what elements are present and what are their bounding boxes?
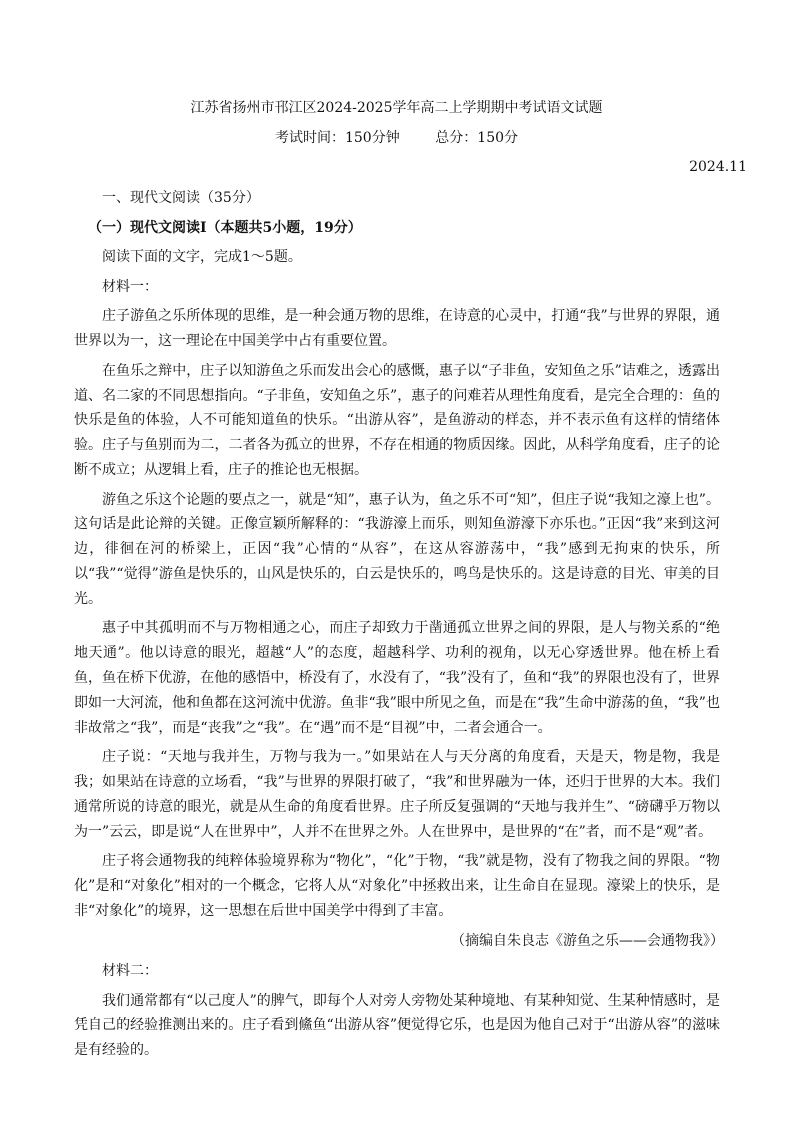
section-heading: 一、现代文阅读（35分） — [102, 190, 260, 206]
exam-title: 江苏省扬州市邗江区2024-2025学年高二上学期期中考试语文试题 — [190, 100, 603, 116]
material-one-source: （摘编自朱良志《游鱼之乐——会通物我》） — [451, 933, 724, 950]
material-two-paragraph: 我们通常都有“以己度人”的脾气，即每个人对旁人旁物处某种境地、有某种知觉、生某种情感时，是凭自己的经验推测出来的。庄子看到鯈鱼“出游从容”便觉得它乐，也是因为他自己对于“出游从容”的滋味是有经验的。 — [74, 992, 720, 1059]
material-one-paragraph: 游鱼之乐这个论题的要点之一，就是“知”，惠子认为，鱼之乐不可“知”，但庄子说“我知之濠上也”。这句话是此论辩的关键。正像宣颖所解释的：“我游濠上而乐，则知鱼游濠下亦乐也。”正因“我”来到这河边，徘徊在河的桥梁上，正因“我”心情的“从容”，在这从容游荡中，“我”感到无拘束的快乐，所以“我”“觉得”游鱼是快乐的，山风是快乐的，白云是快乐的，鸣鸟是快乐的。这是诗意的目光、审美的目光。 — [74, 491, 720, 607]
exam-content — [74, 186, 724, 1068]
exam-time-score: 考试时间：150分钟 总分：150分 — [274, 130, 519, 146]
material-one-paragraph: 庄子说：“天地与我并生，万物与我为一。”如果站在人与天分离的角度看，天是天，物是物，我是我；如果站在诗意的立场看，“我”与世界的界限打破了，“我”和世界融为一体，还归于世界的大本。我们通常所说的诗意的眼光，就是从生命的角度看世界。庄子所反复强调的“天地与我并生”、“磅礴乎万物以为一”云云，即是说“人在世界中”，人并不在世界之外。人在世界中，是世界的“在”者，而不是“观”者。 — [74, 749, 720, 840]
material-one-label: 材料一： — [102, 278, 158, 295]
section-subheading: （一）现代文阅读Ⅰ（本题共5小题，19分） — [88, 219, 362, 236]
material-one-paragraph: 庄子游鱼之乐所体现的思维，是一种会通万物的思维，在诗意的心灵中，打通“我”与世界的界限，通世界以为一，这一理论在中国美学中占有重要位置。 — [74, 308, 720, 350]
reading-instruction: 阅读下面的文字，完成1～5题。 — [102, 249, 302, 266]
material-one-paragraph: 庄子将会通物我的纯粹体验境界称为“物化”，“化”于物，“我”就是物，没有了物我之间的界限。“物化”是和“对象化”相对的一个概念，它将人从“对象化”中拯救出来，让生命自在显现。濠梁上的快乐，是非“对象化”的境界，这一思想在后世中国美学中得到了丰富。 — [74, 853, 720, 919]
exam-date: 2024.11 — [689, 159, 747, 175]
material-one-paragraph: 惠子中其孤明而不与万物相通之心，而庄子却致力于凿通孤立世界之间的界限，是人与物关系的“绝地天通”。他以诗意的眼光，超越“人”的态度，超越科学、功利的视角，以无心穿透世界。他在桥上看鱼，鱼在桥下优游，在他的感悟中，桥没有了，水没有了，“我”没有了，鱼和“我”的界限也没有了，世界即如一大河流，他和鱼都在这河流中优游。鱼非“我”眼中所见之鱼，而是在“我”生命中游荡的鱼，“我”也非故常之“我”，而是“丧我”之“我”。在“遇”而不是“目视”中，二者会通合一。 — [74, 620, 720, 736]
material-one-paragraph: 在鱼乐之辩中，庄子以知游鱼之乐而发出会心的感慨，惠子以“子非鱼，安知鱼之乐”诘难之，透露出道、名二家的不同思想指向。“子非鱼，安知鱼之乐”，惠子的问难若从理性角度看，是完全合理的：鱼的快乐是鱼的体验，人不可能知道鱼的快乐。“出游从容”，是鱼游动的样态，并不表示鱼有这样的情绪体验。庄子与鱼别而为二，二者各为孤立的世界，不存在相通的物质因缘。因此，从科学角度看，庄子的论断不成立；从逻辑上看，庄子的推论也无根据。 — [74, 362, 720, 478]
material-two-label: 材料二： — [102, 963, 158, 980]
